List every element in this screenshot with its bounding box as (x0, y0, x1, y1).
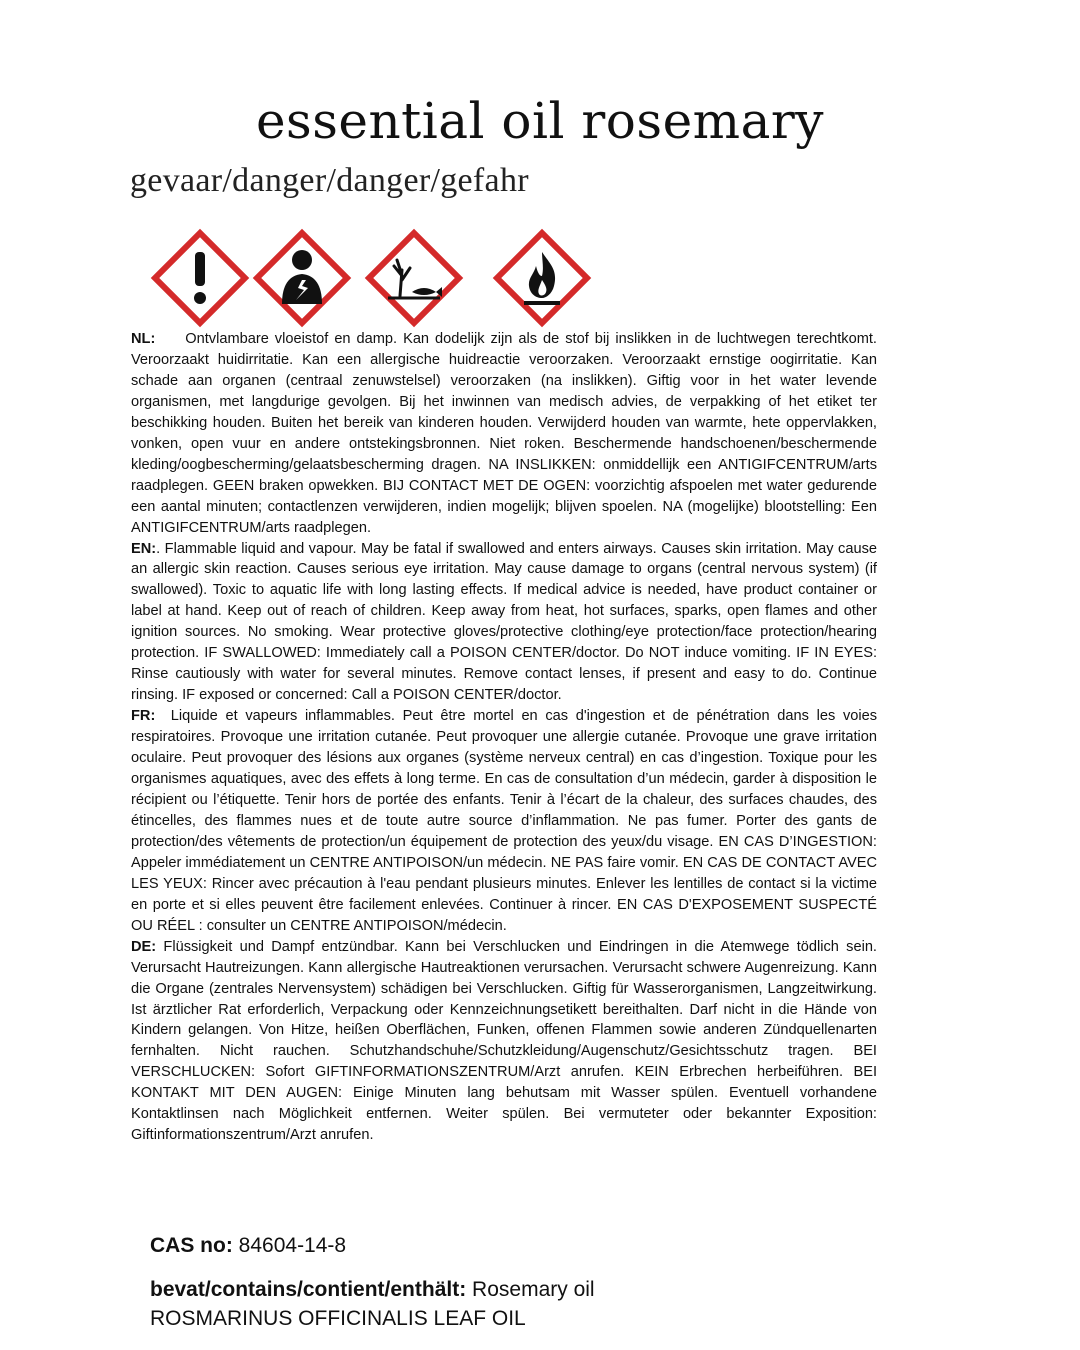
health-hazard-icon (252, 228, 352, 328)
exclamation-mark-icon (150, 228, 250, 328)
section-fr (131, 706, 877, 936)
text-fr: Liquide et vapeurs inflammables. Peut être mortel en cas d'ingestion et de pénétration dans les voies respiratoires. Provoque une irritation cutanée. Peut provoquer une allergie cutanée. Provoque une grave irritation oculaire. Peut provoquer des lésions aux organes (système nerveux central) en cas d’ingestion. Toxique pour les organismes aquatiques, avec des effets à long terme. En cas de consultation d’un médecin, garder à disposition le récipient ou l’étiquette. Tenir hors de portée des enfants. Tenir à l’écart de la chaleur, des surfaces chaudes, des étincelles, des flammes nues et de toute autre source d’inflammation. Ne pas fumer. Porter des gants de protection/des vêtements de protection/un équipement de protection des yeux/du visage. EN CAS D’INGESTION: Appeler immédiatement un CENTRE ANTIPOISON/un médecin. NE PAS faire vomir. EN CAS DE CONTACT AVEC LES YEUX: Rincer avec précaution à l'eau pendant plusieurs minutes. Enlever les lentilles de contact si la victime en porte et si elles peuvent être facilement enlevées. Continuer à rincer. EN CAS D'EXPOSEMENT SUSPECTÉ OU RÉEL : consulter un CENTRE ANTIPOISON/médecin. (131, 708, 878, 934)
lang-code-fr: FR: (131, 708, 156, 725)
ingredients (150, 1275, 595, 1333)
product-title: essential oil rosemary (255, 92, 825, 150)
signal-word: gevaar/danger/danger/gefahr (130, 162, 529, 199)
inci-name: ROSMARINUS OFFICINALIS LEAF OIL (150, 1307, 526, 1330)
lang-code-en: EN: (131, 540, 157, 557)
hazard-pictograms (150, 228, 610, 332)
flame-icon (492, 228, 592, 328)
contains-value: Rosemary oil (472, 1278, 595, 1301)
cas-number (150, 1234, 346, 1258)
text-nl: Ontvlambare vloeistof en damp. Kan dodelijk zijn als de stof bij inslikken in de luchtwegen terechtkomt. Veroorzaakt huidirritatie. Kan een allergische huidreactie veroorzaken. Veroorzaakt ernstige oogirritatie. Kan schade aan organen (centraal zenuwstelsel) veroorzaken (na inslikken). Giftig voor in het water levende organismen, met langdurige gevolgen. Bij het inwinnen van medisch advies, de verpakking of het etiket ter beschikking houden. Buiten het bereik van kinderen houden. Verwijderd houden van warmte, hete oppervlakken, vonken, open vuur en andere ontstekingsbronnen. Niet roken. Beschermende handschoenen/beschermende kleding/oogbescherming/gelaatsbescherming dragen. NA INSLIKKEN: onmiddellijk een ANTIGIFCENTRUM/arts raadplegen. GEEN braken opwekken. BIJ CONTACT MET DE OGEN: voorzichtig afspoelen met water gedurende een aantal minuten; contactlenzen verwijderen, indien mogelijk; blijven spoelen. NA (mogelijke) blootstelling: Een ANTIGIFCENTRUM/arts raadplegen. (131, 331, 877, 536)
section-nl (131, 329, 877, 539)
section-en (131, 539, 877, 707)
cas-value: 84604-14-8 (238, 1234, 347, 1257)
text-de: Flüssigkeit und Dampf entzündbar. Kann bei Verschlucken und Eindringen in die Atemwege tödlich sein. Verursacht Hautreizungen. Kann allergische Hautreaktionen verursachen. Verursacht schwere Augenreizung. Kann die Organe (zentrales Nervensystem) schädigen bei Verschlucken. Giftig für Wasserorganismen, Langzeitwirkung. Ist ärztlicher Rat erforderlich, Verpackung oder Kennzeichnungsetikett bereithalten. Darf nicht in die Hände von Kindern gelangen. Von Hitze, heißen Oberflächen, Funken, offenen Flammen sowie anderen Zündquellenarten fernhalten. Nicht rauchen. Schutzhandschuhe/Schutzkleidung/Augenschutz/Gesichtsschutz tragen. BEI VERSCHLUCKEN: Sofort GIFTINFORMATIONSZENTRUM/Arzt anrufen. KEIN Erbrechen herbeiführen. BEI KONTAKT MIT DEN AUGEN: Einige Minuten lang behutsam mit Wasser spülen. Eventuell vorhandene Kontaktlinsen nach Möglichkeit entfernen. Weiter spülen. Bei vermuteter oder bekannter Exposition: Giftinformationszentrum/Arzt anrufen. (131, 938, 877, 1144)
contains-label: bevat/contains/contient/enthält: (150, 1278, 467, 1301)
lang-code-nl: NL: (131, 331, 156, 347)
environment-icon (364, 228, 464, 328)
text-en: . Flammable liquid and vapour. May be fatal if swallowed and enters airways. Causes skin irritation. May cause an allergic skin reaction. Causes serious eye irritation. May cause damage to organs (central nervous system) (if swallowed). Toxic to aquatic life with long lasting effects. If medical advice is needed, have product container or label at hand. Keep out of reach of children. Keep away from heat, hot surfaces, sparks, open flames and other ignition sources. No smoking. Wear protective gloves/protective clothing/eye protection/face protection/hearing protection. IF SWALLOWED: Immediately call a POISON CENTER/doctor. Do NOT induce vomiting. IF IN EYES: Rinse cautiously with water for several minutes. Remove contact lenses, if present and easy to do. Continue rinsing. IF exposed or concerned: Call a POISON CENTER/doctor. (131, 540, 877, 704)
section-de (131, 937, 877, 1147)
hazard-statements (131, 329, 877, 1146)
lang-code-de: DE: (131, 938, 157, 955)
cas-label: CAS no: (150, 1234, 233, 1257)
